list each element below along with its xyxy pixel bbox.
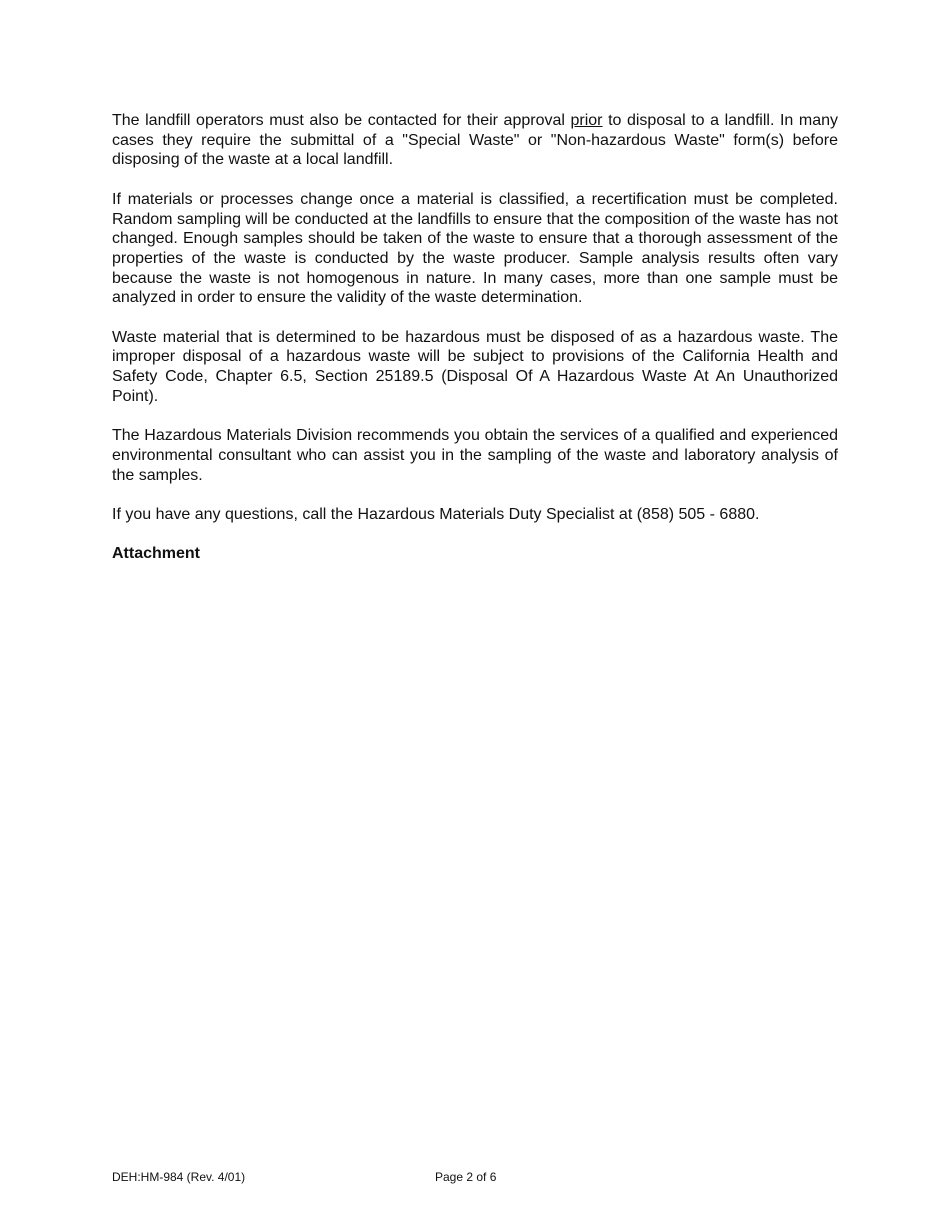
page-number: Page 2 of 6 [435, 1170, 497, 1184]
paragraph-landfill-approval-end: to disposal to a landfill. In many cases they require the submittal of a "Special Waste" or "Non-hazardous Waste" form(s) before disposing of the waste at a local landfill. [112, 112, 838, 169]
paragraph-contact-info: If you have any questions, call the Hazardous Materials Duty Specialist at (858) 505 - 6880. [112, 506, 760, 523]
paragraph-consultant-recommendation: The Hazardous Materials Division recommends you obtain the services of a qualified and experienced environmental consultant who can assist you in the sampling of the waste and laboratory analysis of the samples. [112, 427, 838, 484]
paragraph-landfill-approval-start: The landfill operators must also be contacted for their approval [112, 112, 571, 129]
paragraph-landfill-approval [112, 111, 838, 170]
attachment-heading: Attachment [112, 545, 201, 563]
prior-emphasis: prior [570, 112, 603, 129]
paragraph-hazardous-disposal: Waste material that is determined to be hazardous must be disposed of as a hazardous waste. The improper disposal of a hazardous waste will be subject to provisions of the California Health and Safety Code, Chapter 6.5, Section 25189.5 (Disposal Of A Hazardous Waste At An Unauthorized Point). [112, 328, 838, 405]
paragraph-recertification: If materials or processes change once a material is classified, a recertification must be completed. Random sampling will be conducted at the landfills to ensure that the composition of the waste has not changed. Enough samples should be taken of the waste to ensure that a thorough assessment of the properties of the waste is conducted by the waste producer. Sample analysis results often vary because the waste is not homogenous in nature. In many cases, more than one sample must be analyzed in order to ensure the validity of the waste determination. [112, 190, 838, 307]
document-body [112, 111, 838, 564]
form-id: DEH:HM-984 (Rev. 4/01) [112, 1170, 246, 1184]
